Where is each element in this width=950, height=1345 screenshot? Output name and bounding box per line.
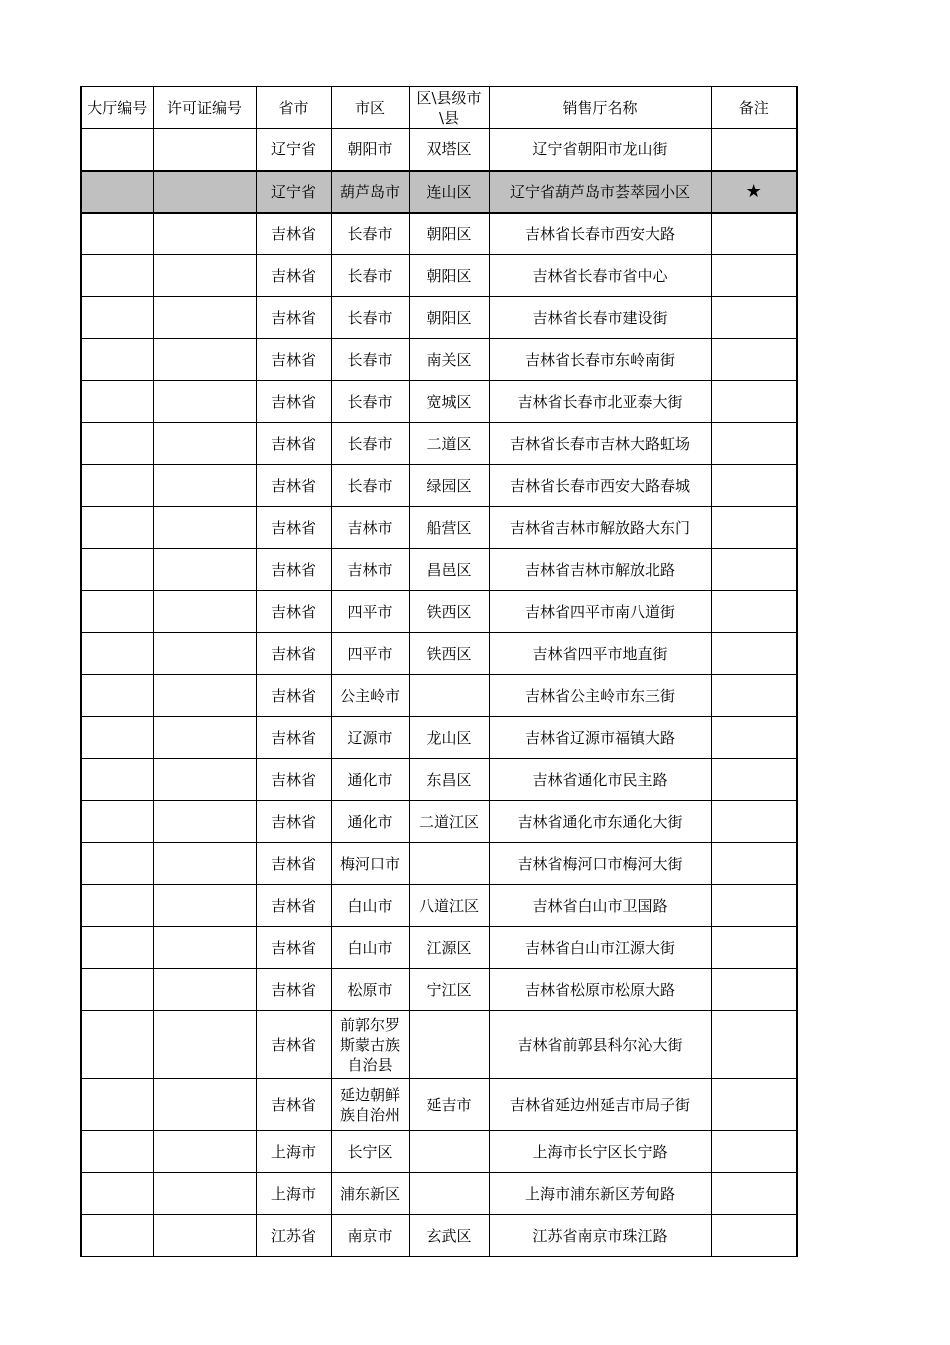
hall-number-cell (81, 1215, 153, 1257)
district-cell (409, 1011, 489, 1079)
hall-number-cell (81, 507, 153, 549)
district-cell (409, 1173, 489, 1215)
province-cell: 吉林省 (256, 885, 331, 927)
city-cell: 松原市 (331, 969, 409, 1011)
hall-name-cell: 吉林省长春市西安大路 (489, 213, 711, 255)
license-number-cell (153, 1131, 256, 1173)
hall-number-cell (81, 423, 153, 465)
table-row (81, 423, 797, 465)
province-cell: 吉林省 (256, 423, 331, 465)
license-number-cell (153, 507, 256, 549)
province-cell: 辽宁省 (256, 171, 331, 213)
city-cell: 葫芦岛市 (331, 171, 409, 213)
note-cell (711, 1131, 797, 1173)
table-row (81, 675, 797, 717)
city-cell: 朝阳市 (331, 129, 409, 171)
license-number-cell (153, 255, 256, 297)
license-number-cell (153, 717, 256, 759)
province-cell: 吉林省 (256, 297, 331, 339)
city-cell: 长春市 (331, 339, 409, 381)
province-cell: 吉林省 (256, 381, 331, 423)
license-number-cell (153, 381, 256, 423)
city-cell: 长宁区 (331, 1131, 409, 1173)
hall-name-cell: 吉林省梅河口市梅河大街 (489, 843, 711, 885)
note-cell (711, 633, 797, 675)
district-cell: 二道江区 (409, 801, 489, 843)
district-cell (409, 1131, 489, 1173)
table-row (81, 465, 797, 507)
province-cell: 吉林省 (256, 1079, 331, 1131)
hall-name-cell: 吉林省长春市东岭南街 (489, 339, 711, 381)
hall-number-cell (81, 465, 153, 507)
city-cell: 白山市 (331, 885, 409, 927)
license-number-cell (153, 1011, 256, 1079)
district-cell: 延吉市 (409, 1079, 489, 1131)
note-cell (711, 969, 797, 1011)
city-cell: 长春市 (331, 297, 409, 339)
table-row (81, 213, 797, 255)
hall-name-cell: 吉林省长春市吉林大路虹场 (489, 423, 711, 465)
province-cell: 上海市 (256, 1173, 331, 1215)
table-row (81, 381, 797, 423)
note-cell (711, 213, 797, 255)
city-cell: 南京市 (331, 1215, 409, 1257)
province-cell: 吉林省 (256, 801, 331, 843)
district-cell: 二道区 (409, 423, 489, 465)
hall-name-cell: 吉林省长春市北亚泰大街 (489, 381, 711, 423)
license-number-cell (153, 885, 256, 927)
province-cell: 吉林省 (256, 969, 331, 1011)
note-cell (711, 465, 797, 507)
note-cell (711, 591, 797, 633)
district-cell: 宁江区 (409, 969, 489, 1011)
district-cell: 船营区 (409, 507, 489, 549)
hall-name-cell: 吉林省松原市松原大路 (489, 969, 711, 1011)
license-number-cell (153, 423, 256, 465)
header-license-number: 许可证编号 (153, 87, 256, 129)
province-cell: 吉林省 (256, 255, 331, 297)
province-cell: 吉林省 (256, 339, 331, 381)
note-cell (711, 297, 797, 339)
city-cell: 通化市 (331, 801, 409, 843)
hall-number-cell (81, 1011, 153, 1079)
hall-number-cell (81, 1173, 153, 1215)
hall-name-cell: 辽宁省朝阳市龙山街 (489, 129, 711, 171)
district-cell: 铁西区 (409, 633, 489, 675)
header-hall-name: 销售厅名称 (489, 87, 711, 129)
table-row (81, 759, 797, 801)
table-row (81, 1131, 797, 1173)
province-cell: 吉林省 (256, 759, 331, 801)
province-cell: 吉林省 (256, 549, 331, 591)
hall-name-cell: 吉林省公主岭市东三街 (489, 675, 711, 717)
table-row (81, 171, 797, 213)
province-cell: 吉林省 (256, 1011, 331, 1079)
district-cell: 昌邑区 (409, 549, 489, 591)
license-number-cell (153, 339, 256, 381)
note-cell (711, 255, 797, 297)
table-row (81, 297, 797, 339)
district-cell: 连山区 (409, 171, 489, 213)
district-cell: 绿园区 (409, 465, 489, 507)
hall-name-cell: 吉林省吉林市解放路大东门 (489, 507, 711, 549)
hall-name-cell: 吉林省长春市西安大路春城 (489, 465, 711, 507)
note-cell (711, 927, 797, 969)
header-province: 省市 (256, 87, 331, 129)
hall-name-cell: 吉林省吉林市解放北路 (489, 549, 711, 591)
license-number-cell (153, 759, 256, 801)
hall-number-cell (81, 801, 153, 843)
table-row (81, 549, 797, 591)
hall-name-cell: 吉林省白山市江源大街 (489, 927, 711, 969)
header-row (81, 87, 797, 129)
province-cell: 江苏省 (256, 1215, 331, 1257)
city-cell: 长春市 (331, 465, 409, 507)
hall-number-cell (81, 927, 153, 969)
note-cell (711, 129, 797, 171)
district-cell: 东昌区 (409, 759, 489, 801)
province-cell: 辽宁省 (256, 129, 331, 171)
hall-number-cell (81, 339, 153, 381)
city-cell: 通化市 (331, 759, 409, 801)
hall-name-cell: 江苏省南京市珠江路 (489, 1215, 711, 1257)
district-cell: 朝阳区 (409, 297, 489, 339)
city-cell: 梅河口市 (331, 843, 409, 885)
hall-number-cell (81, 1079, 153, 1131)
province-cell: 吉林省 (256, 465, 331, 507)
hall-name-cell: 辽宁省葫芦岛市荟萃园小区 (489, 171, 711, 213)
license-number-cell (153, 675, 256, 717)
hall-name-cell: 吉林省通化市民主路 (489, 759, 711, 801)
province-cell: 吉林省 (256, 591, 331, 633)
license-number-cell (153, 843, 256, 885)
city-cell: 长春市 (331, 381, 409, 423)
hall-number-cell (81, 1131, 153, 1173)
table-row (81, 927, 797, 969)
note-cell: ★ (711, 171, 797, 213)
hall-number-cell (81, 717, 153, 759)
city-cell: 延边朝鲜族自治州 (331, 1079, 409, 1131)
city-cell: 长春市 (331, 255, 409, 297)
table-row (81, 1011, 797, 1079)
hall-number-cell (81, 969, 153, 1011)
note-cell (711, 549, 797, 591)
district-cell: 龙山区 (409, 717, 489, 759)
city-cell: 吉林市 (331, 507, 409, 549)
province-cell: 吉林省 (256, 633, 331, 675)
table-row (81, 1215, 797, 1257)
note-cell (711, 675, 797, 717)
license-number-cell (153, 129, 256, 171)
hall-name-cell: 吉林省四平市南八道街 (489, 591, 711, 633)
note-cell (711, 339, 797, 381)
hall-number-cell (81, 213, 153, 255)
province-cell: 吉林省 (256, 675, 331, 717)
note-cell (711, 1011, 797, 1079)
district-cell: 江源区 (409, 927, 489, 969)
note-cell (711, 423, 797, 465)
license-number-cell (153, 1215, 256, 1257)
note-cell (711, 801, 797, 843)
city-cell: 公主岭市 (331, 675, 409, 717)
note-cell (711, 1173, 797, 1215)
hall-number-cell (81, 885, 153, 927)
district-cell: 南关区 (409, 339, 489, 381)
header-note: 备注 (711, 87, 797, 129)
license-number-cell (153, 1173, 256, 1215)
hall-number-cell (81, 591, 153, 633)
hall-name-cell: 上海市浦东新区芳甸路 (489, 1173, 711, 1215)
table-row (81, 1173, 797, 1215)
province-cell: 吉林省 (256, 927, 331, 969)
sales-hall-table (80, 86, 798, 1257)
city-cell: 浦东新区 (331, 1173, 409, 1215)
hall-number-cell (81, 633, 153, 675)
hall-name-cell: 吉林省长春市省中心 (489, 255, 711, 297)
note-cell (711, 885, 797, 927)
hall-number-cell (81, 381, 153, 423)
district-cell (409, 843, 489, 885)
table-row (81, 801, 797, 843)
license-number-cell (153, 927, 256, 969)
province-cell: 吉林省 (256, 213, 331, 255)
note-cell (711, 759, 797, 801)
district-cell: 宽城区 (409, 381, 489, 423)
city-cell: 白山市 (331, 927, 409, 969)
hall-number-cell (81, 549, 153, 591)
district-cell: 八道江区 (409, 885, 489, 927)
hall-number-cell (81, 255, 153, 297)
table-row (81, 1079, 797, 1131)
note-cell (711, 717, 797, 759)
district-cell: 双塔区 (409, 129, 489, 171)
hall-number-cell (81, 843, 153, 885)
city-cell: 辽源市 (331, 717, 409, 759)
hall-number-cell (81, 171, 153, 213)
note-cell (711, 507, 797, 549)
hall-number-cell (81, 675, 153, 717)
hall-number-cell (81, 759, 153, 801)
district-cell: 玄武区 (409, 1215, 489, 1257)
table-row (81, 255, 797, 297)
table-row (81, 339, 797, 381)
district-cell: 铁西区 (409, 591, 489, 633)
license-number-cell (153, 969, 256, 1011)
license-number-cell (153, 171, 256, 213)
table-row (81, 633, 797, 675)
header-district: 区\县级市\县 (409, 87, 489, 129)
license-number-cell (153, 297, 256, 339)
license-number-cell (153, 465, 256, 507)
city-cell: 四平市 (331, 591, 409, 633)
hall-number-cell (81, 297, 153, 339)
hall-number-cell (81, 129, 153, 171)
table-row (81, 885, 797, 927)
note-cell (711, 1079, 797, 1131)
header-city: 市区 (331, 87, 409, 129)
province-cell: 吉林省 (256, 507, 331, 549)
hall-name-cell: 吉林省四平市地直街 (489, 633, 711, 675)
license-number-cell (153, 591, 256, 633)
district-cell: 朝阳区 (409, 255, 489, 297)
table-row (81, 717, 797, 759)
note-cell (711, 381, 797, 423)
hall-name-cell: 吉林省白山市卫国路 (489, 885, 711, 927)
header-hall-number: 大厅编号 (81, 87, 153, 129)
table-row (81, 591, 797, 633)
table-row (81, 507, 797, 549)
license-number-cell (153, 549, 256, 591)
hall-name-cell: 吉林省通化市东通化大街 (489, 801, 711, 843)
district-cell (409, 675, 489, 717)
license-number-cell (153, 1079, 256, 1131)
city-cell: 长春市 (331, 213, 409, 255)
hall-name-cell: 吉林省延边州延吉市局子街 (489, 1079, 711, 1131)
table-row (81, 843, 797, 885)
hall-name-cell: 上海市长宁区长宁路 (489, 1131, 711, 1173)
license-number-cell (153, 633, 256, 675)
district-cell: 朝阳区 (409, 213, 489, 255)
license-number-cell (153, 213, 256, 255)
hall-name-cell: 吉林省前郭县科尔沁大街 (489, 1011, 711, 1079)
province-cell: 上海市 (256, 1131, 331, 1173)
city-cell: 前郭尔罗斯蒙古族自治县 (331, 1011, 409, 1079)
city-cell: 长春市 (331, 423, 409, 465)
hall-name-cell: 吉林省辽源市福镇大路 (489, 717, 711, 759)
hall-name-cell: 吉林省长春市建设街 (489, 297, 711, 339)
province-cell: 吉林省 (256, 843, 331, 885)
note-cell (711, 1215, 797, 1257)
city-cell: 四平市 (331, 633, 409, 675)
province-cell: 吉林省 (256, 717, 331, 759)
license-number-cell (153, 801, 256, 843)
table-row (81, 969, 797, 1011)
city-cell: 吉林市 (331, 549, 409, 591)
note-cell (711, 843, 797, 885)
table-row (81, 129, 797, 171)
